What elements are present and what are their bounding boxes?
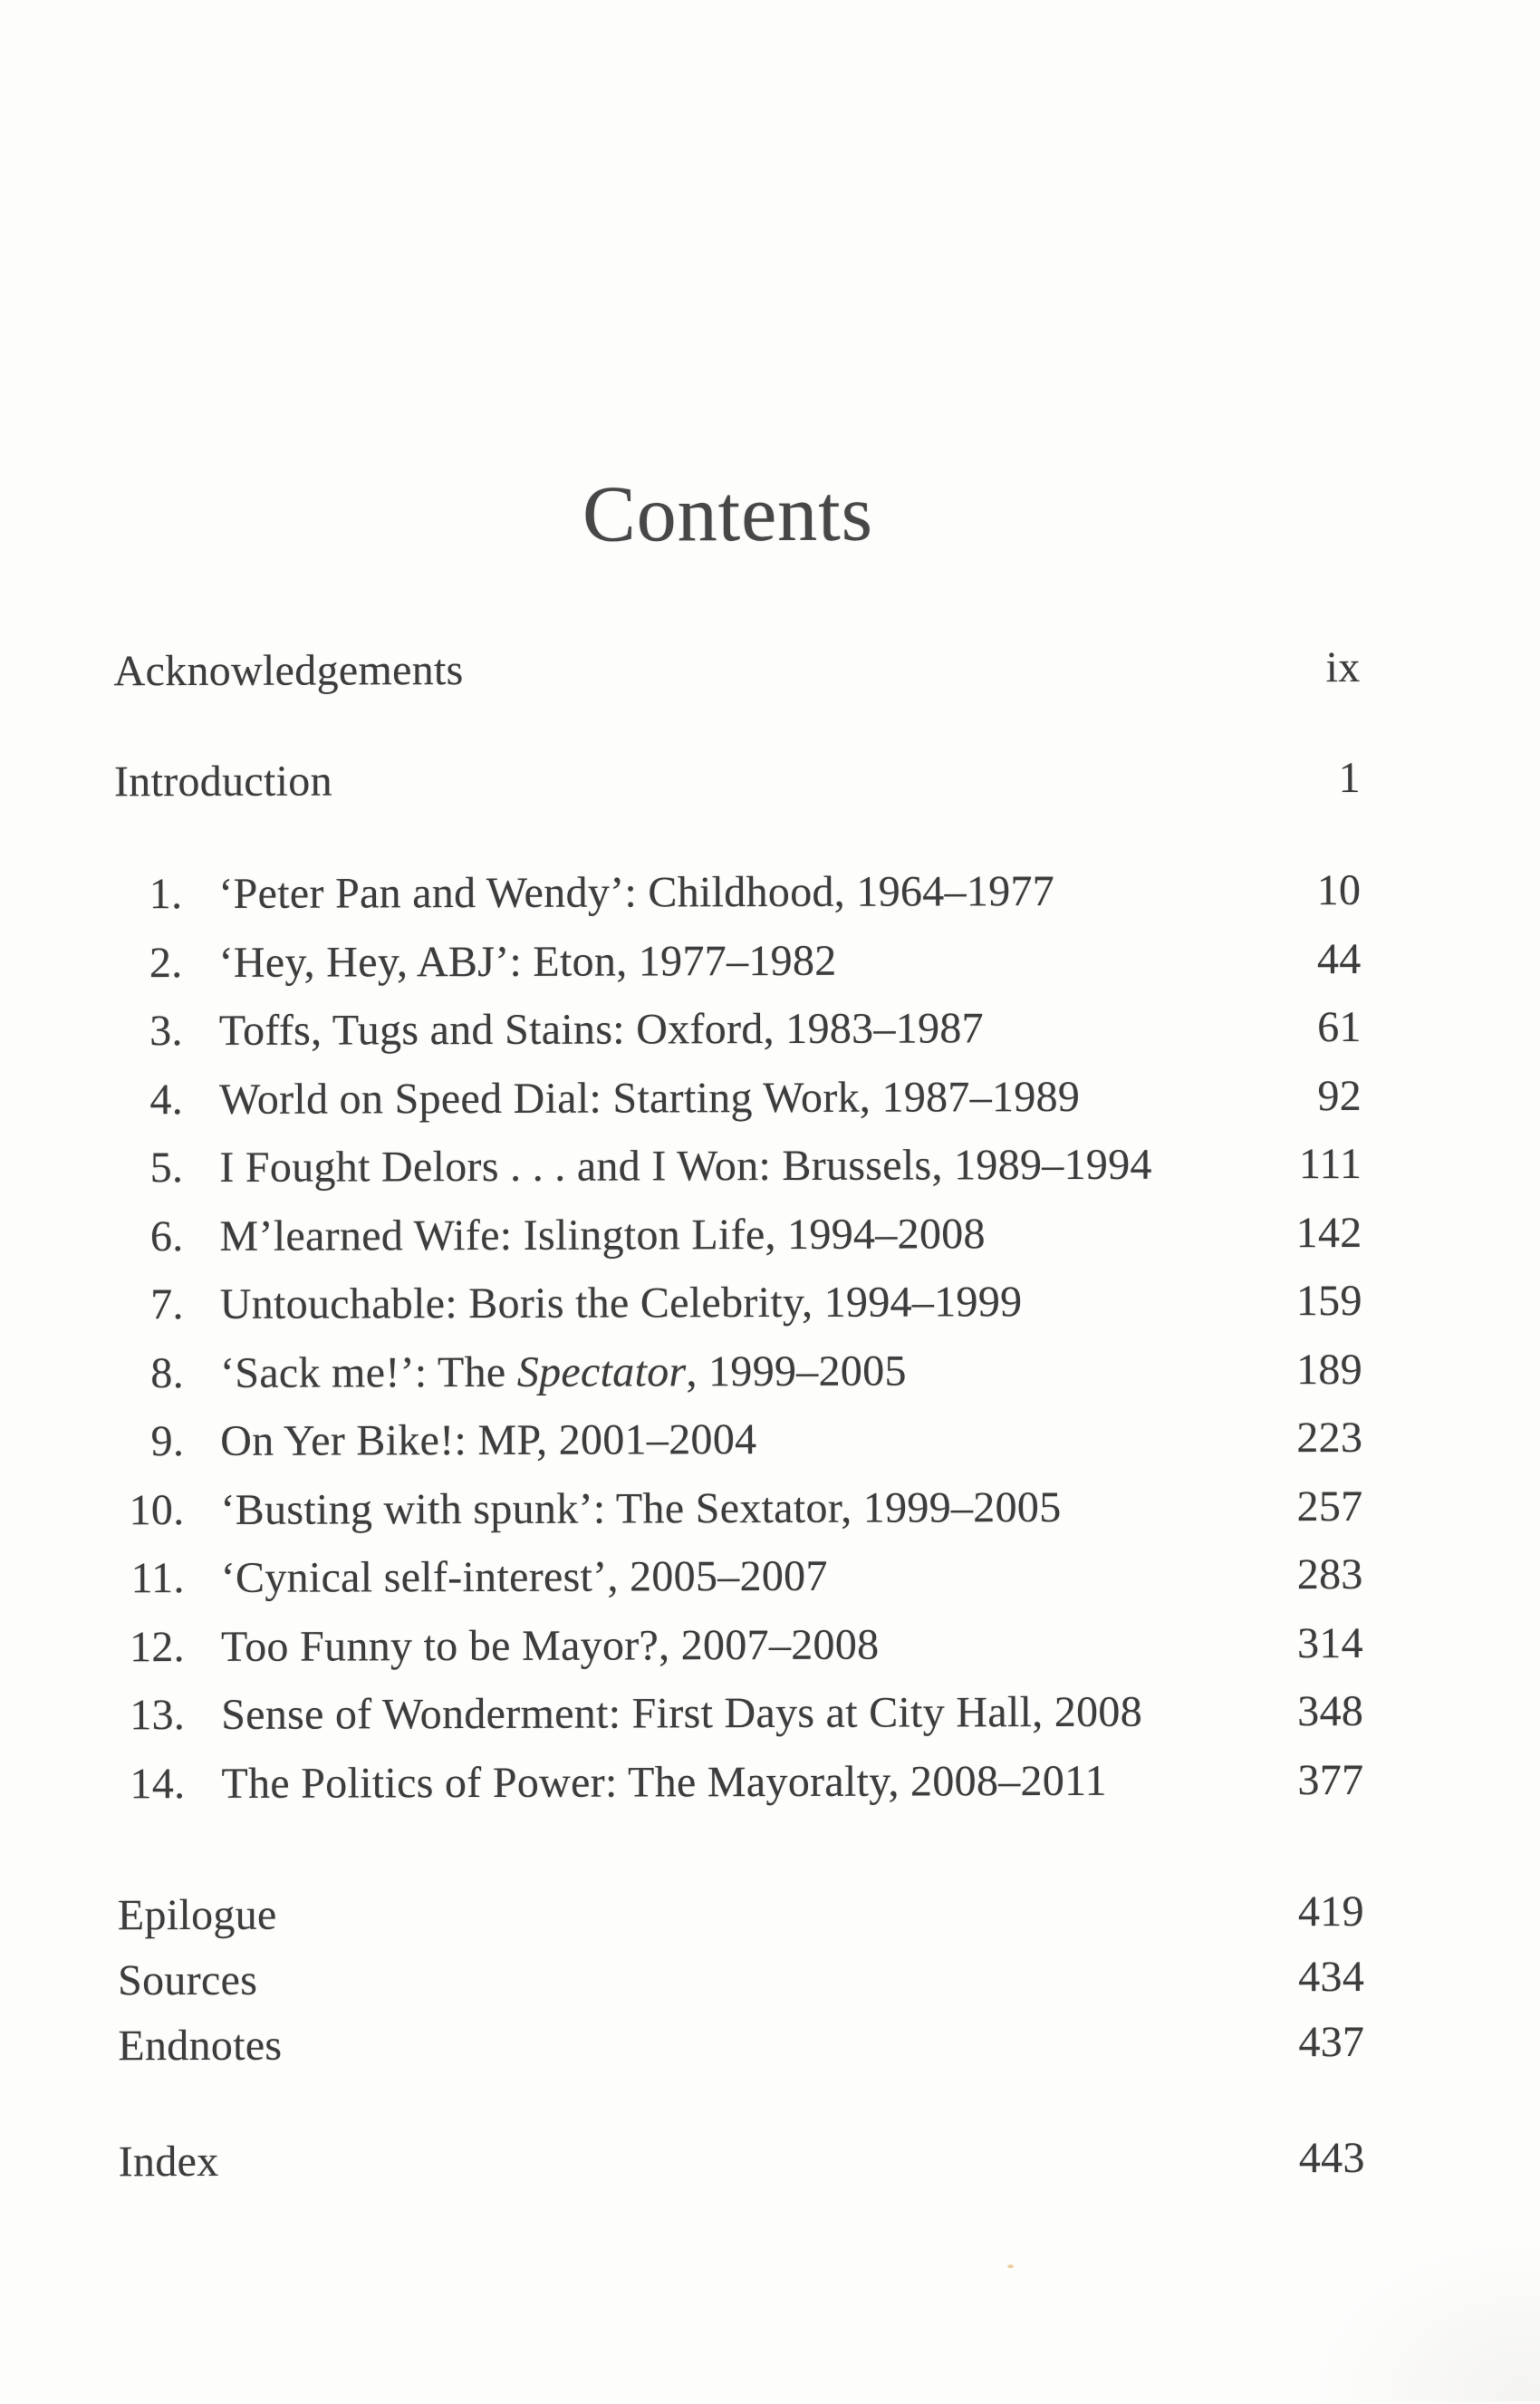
chapter-title [185, 1755, 1297, 1809]
entry-page-number: 434 [1298, 1952, 1365, 2001]
toc-chapter-row-7 [101, 1267, 1362, 1339]
chapter-title-text: Toffs, Tugs and Stains: Oxford, 1983–1987 [218, 1004, 985, 1056]
entry-label: Introduction [113, 757, 332, 806]
chapter-title [183, 1002, 1318, 1056]
chapter-title [184, 1413, 1296, 1466]
chapter-title [183, 1139, 1299, 1192]
entry-label: Index [118, 2137, 219, 2186]
chapter-page-number: 10 [1316, 866, 1362, 915]
toc-chapter-row-2 [99, 924, 1361, 997]
front-matter-section [98, 612, 1361, 836]
entry-label: Sources [118, 1955, 258, 2004]
chapter-page-number: 314 [1296, 1618, 1364, 1667]
toc-entry-index [103, 2125, 1365, 2194]
chapter-page-number: 142 [1295, 1208, 1362, 1257]
chapter-title-text: The Politics of Power: The Mayoralty, 2008–2011 [221, 1756, 1108, 1808]
chapter-number: 7. [150, 1280, 184, 1329]
chapter-title [184, 1482, 1296, 1535]
chapter-page-number: 377 [1297, 1755, 1364, 1804]
chapter-title-italic: Spectator [516, 1347, 687, 1396]
chapter-title [183, 1071, 1318, 1125]
scan-speck [1007, 2264, 1014, 2268]
chapter-title [185, 1686, 1297, 1740]
chapter-number: 13. [130, 1691, 186, 1740]
toc-chapter-row-13 [101, 1677, 1363, 1750]
chapter-title [182, 934, 1317, 988]
chapter-title-text: ‘Hey, Hey, ABJ’: Eton, 1977–1982 [218, 936, 837, 987]
toc-chapter-row-14 [101, 1745, 1363, 1818]
chapter-title [183, 1208, 1295, 1261]
chapter-number: 12. [129, 1622, 186, 1671]
chapter-title-text: ‘Cynical self-interest’, 2005–2007 [220, 1552, 828, 1603]
chapter-number: 14. [130, 1759, 186, 1808]
toc-entry-introduction [99, 722, 1361, 836]
chapter-page-number: 159 [1295, 1277, 1362, 1326]
toc-chapter-row-6 [100, 1198, 1362, 1270]
chapter-title [184, 1345, 1296, 1398]
chapter-number: 1. [149, 870, 183, 919]
chapter-page-number: 283 [1296, 1550, 1363, 1599]
index-section [103, 2125, 1365, 2194]
chapter-number: 10. [129, 1485, 185, 1534]
chapter-page-number: 348 [1297, 1687, 1364, 1736]
chapter-page-number: 223 [1296, 1414, 1363, 1463]
chapter-title-text: Untouchable: Boris the Celebrity, 1994–1999 [219, 1278, 1023, 1329]
back-matter-section [102, 1878, 1365, 2078]
toc-entry-endnotes [102, 2009, 1364, 2078]
toc-entry-sources [102, 1944, 1364, 2013]
chapter-title-text: ‘Peter Pan and Wendy’: Childhood, 1964–1977 [218, 867, 1055, 919]
toc-chapter-row-4 [100, 1061, 1362, 1134]
entry-page-number: 437 [1298, 2017, 1365, 2066]
chapter-number: 3. [149, 1007, 183, 1056]
chapter-number: 4. [149, 1075, 184, 1124]
chapter-title-suffix: , 1999–2005 [686, 1347, 907, 1396]
chapter-title-text: ‘Busting with spunk’: The Sextator, 1999–2005 [220, 1482, 1062, 1534]
chapter-title-text: Too Funny to be Mayor?, 2007–2008 [220, 1620, 880, 1671]
toc-chapter-row-3 [100, 993, 1362, 1066]
page-title: Contents [582, 469, 874, 559]
toc-chapter-row-5 [100, 1130, 1362, 1202]
chapter-page-number: 61 [1317, 1003, 1362, 1052]
scan-smudge [1308, 2238, 1540, 2402]
entry-page-number: 1 [1338, 753, 1362, 802]
toc-chapter-row-1 [99, 856, 1361, 929]
toc-chapter-row-12 [101, 1608, 1363, 1681]
chapter-number: 8. [150, 1348, 185, 1397]
chapter-number: 9. [150, 1417, 185, 1466]
chapter-title [185, 1618, 1297, 1672]
chapter-title-text: I Fought Delors . . . and I Won: Brussels, 1989–1994 [219, 1140, 1152, 1192]
chapter-title-text: World on Speed Dial: Starting Work, 1987–1989 [218, 1072, 1081, 1124]
entry-page-number: 443 [1298, 2133, 1365, 2182]
toc-entry-epilogue [102, 1878, 1364, 1947]
chapter-title-text: ‘Sack me!’: The [219, 1347, 517, 1397]
chapters-section [99, 856, 1363, 1818]
chapter-page-number: 257 [1296, 1482, 1363, 1530]
chapter-title-text: M’learned Wife: Islington Life, 1994–2008 [219, 1210, 986, 1260]
chapter-number: 2. [149, 938, 183, 987]
entry-label: Endnotes [118, 2021, 283, 2070]
chapter-page-number: 111 [1298, 1140, 1362, 1189]
chapter-number: 5. [149, 1144, 184, 1192]
toc-chapter-row-9 [101, 1404, 1362, 1476]
entry-label: Epilogue [117, 1890, 277, 1939]
toc-entry-acknowledgements [98, 612, 1360, 726]
toc-chapter-row-11 [101, 1540, 1363, 1613]
chapter-title-text: On Yer Bike!: MP, 2001–2004 [220, 1415, 757, 1466]
entry-page-number: ix [1325, 642, 1361, 691]
chapter-page-number: 189 [1295, 1345, 1363, 1394]
chapter-title [182, 865, 1317, 919]
entry-label: Acknowledgements [113, 645, 464, 695]
entry-page-number: 419 [1297, 1887, 1364, 1936]
chapter-page-number: 44 [1316, 934, 1362, 983]
chapter-title [185, 1550, 1297, 1603]
chapter-number: 11. [130, 1554, 185, 1603]
toc-chapter-row-10 [101, 1472, 1362, 1544]
chapter-title-text: Sense of Wonderment: First Days at City Hall, 2008 [221, 1687, 1143, 1740]
chapter-page-number: 92 [1317, 1071, 1362, 1120]
toc-chapter-row-8 [101, 1335, 1362, 1407]
chapter-number: 6. [149, 1212, 184, 1260]
chapter-title [184, 1276, 1296, 1329]
